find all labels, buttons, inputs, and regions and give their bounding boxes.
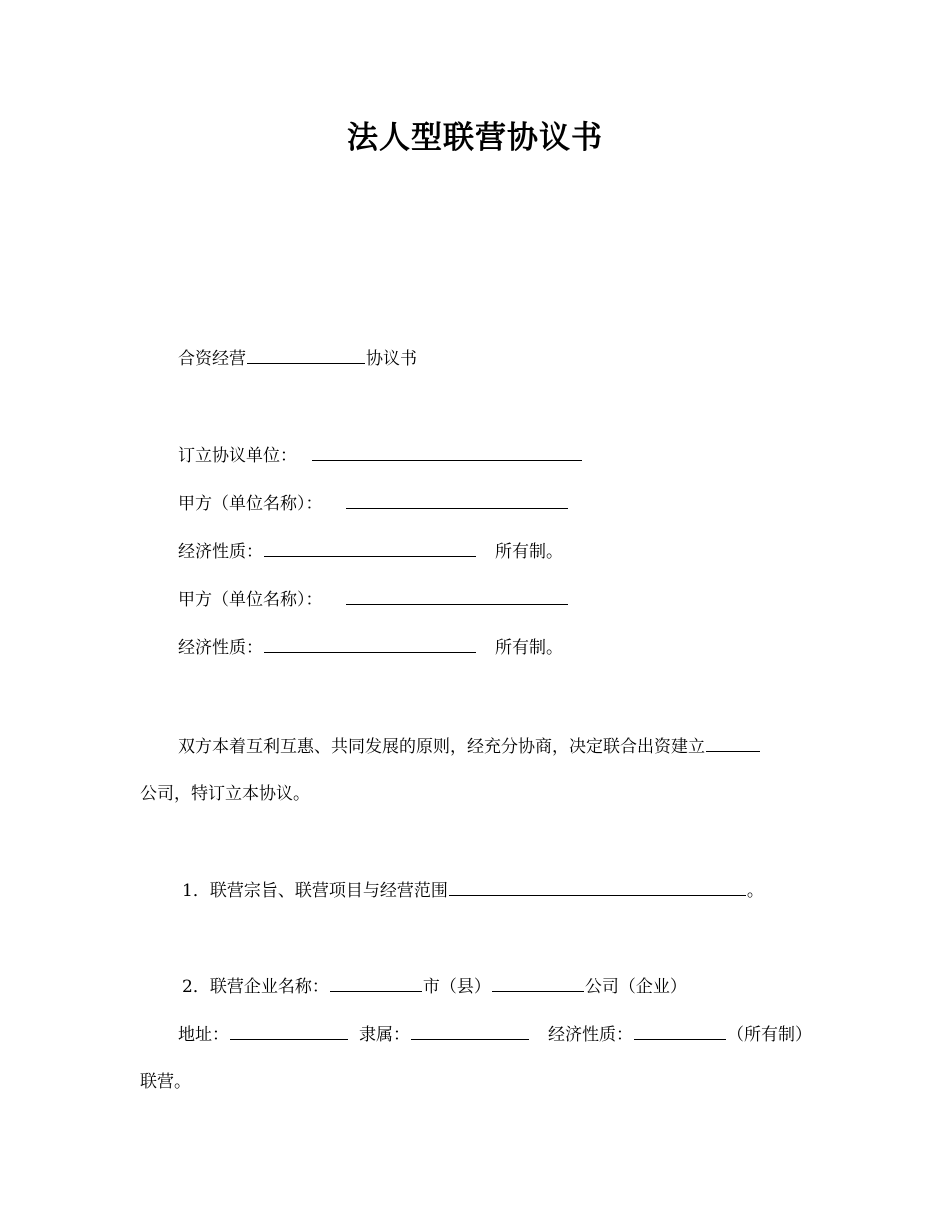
economic-nature-label: 经济性质：: [178, 542, 263, 562]
heading-prefix: 合资经营: [178, 349, 246, 369]
ownership-text: （所有制）: [727, 1025, 812, 1045]
preamble-line-1: [178, 734, 761, 759]
company-blank[interactable]: [492, 974, 584, 992]
party-b-name-blank[interactable]: [346, 587, 568, 605]
signing-units-label: 订立协议单位：: [178, 446, 297, 466]
party-a-name-blank[interactable]: [346, 491, 568, 509]
party-a-line: [178, 491, 569, 516]
party-a-nature-blank[interactable]: [264, 539, 476, 557]
ownership-suffix: 所有制。: [495, 542, 563, 562]
affiliation-blank[interactable]: [411, 1022, 529, 1040]
agreement-heading-line: [178, 346, 417, 371]
economic-nature-label-2: 经济性质：: [178, 638, 263, 658]
party-b-label: 甲方（单位名称）：: [178, 590, 323, 610]
clause-1-end: 。: [746, 881, 764, 901]
nature-blank[interactable]: [634, 1022, 726, 1040]
clause-2-company: 公司（企业）: [584, 977, 687, 997]
clause-2-line: [182, 974, 687, 999]
clause-2-tail-line: [140, 1070, 191, 1094]
ownership-suffix-2: 所有制。: [495, 638, 563, 658]
company-name-blank[interactable]: [706, 734, 760, 752]
clause-1-line: [182, 878, 764, 903]
signing-units-line: [178, 443, 583, 468]
preamble-line-2: [140, 782, 310, 806]
nature-label: 经济性质：: [548, 1025, 633, 1045]
preamble-text-2: 公司，特订立本协议。: [140, 784, 310, 804]
address-blank[interactable]: [230, 1022, 348, 1040]
address-label: 地址：: [178, 1025, 229, 1045]
heading-suffix: 协议书: [366, 349, 417, 369]
party-b-line: [178, 587, 569, 612]
clause-2-tail: 联营。: [140, 1072, 191, 1092]
party-b-nature-line: [178, 635, 563, 660]
affiliation-label: 隶属：: [359, 1025, 410, 1045]
city-blank[interactable]: [330, 974, 422, 992]
business-scope-blank[interactable]: [449, 878, 746, 896]
document-title: 法人型联营协议书: [347, 120, 603, 156]
clause-2-address-line: [178, 1022, 812, 1047]
party-a-nature-line: [178, 539, 563, 564]
party-a-label: 甲方（单位名称）：: [178, 494, 323, 514]
clause-2-city: 市（县）: [422, 977, 491, 997]
project-name-blank[interactable]: [247, 346, 365, 364]
signing-units-blank[interactable]: [312, 443, 582, 461]
party-b-nature-blank[interactable]: [264, 635, 476, 653]
clause-1-text: 1．联营宗旨、联营项目与经营范围: [182, 881, 448, 901]
preamble-text-1: 双方本着互利互惠、共同发展的原则，经充分协商，决定联合出资建立: [178, 737, 705, 757]
clause-2-prefix: 2．联营企业名称：: [182, 977, 329, 997]
